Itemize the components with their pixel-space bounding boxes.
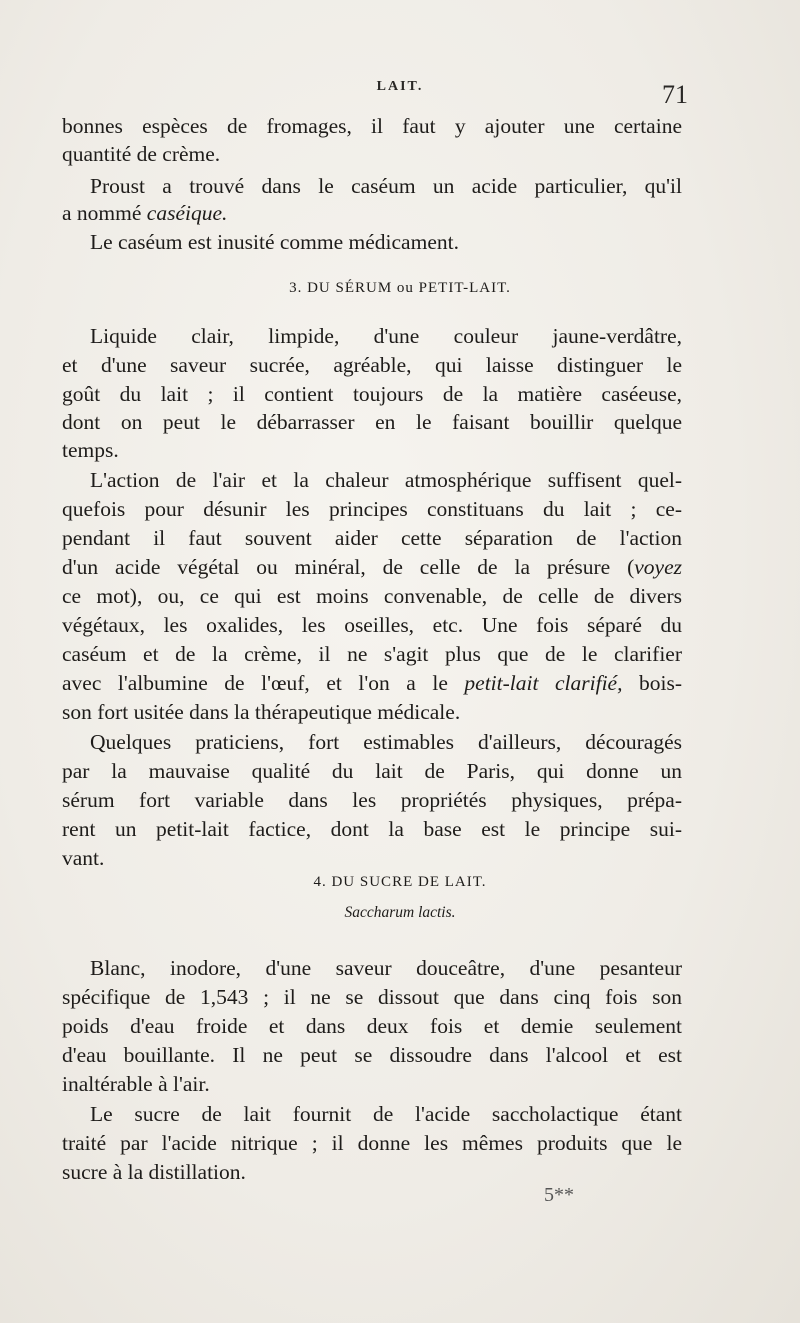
- text-line: vant.: [62, 846, 105, 870]
- italic-term: voyez: [634, 555, 682, 579]
- text-line: pendant il faut souvent aider cette séparation de l'action: [62, 526, 682, 550]
- italic-term: caséique.: [146, 201, 228, 225]
- text-line: son fort usitée dans la thérapeutique médicale.: [62, 700, 461, 724]
- text-line: spécifique de 1,543 ; il ne se dissout que dans cinq fois son: [62, 985, 682, 1009]
- text-line: végétaux, les oxalides, les oseilles, etc. Une fois séparé du: [62, 613, 682, 637]
- text-line: bonnes espèces de fromages, il faut y ajouter une certaine: [62, 114, 682, 138]
- text-line: Liquide clair, limpide, d'une couleur jaune-verdâtre,: [90, 324, 682, 348]
- text-line: poids d'eau froide et dans deux fois et demie seulement: [62, 1014, 682, 1038]
- text-line: quantité de crème.: [62, 142, 221, 166]
- signature-mark: 5**: [544, 1184, 574, 1206]
- page-number: 71: [662, 80, 688, 109]
- text-line: et d'une saveur sucrée, agréable, qui laisse distinguer le: [62, 353, 682, 377]
- text-line: goût du lait ; il contient toujours de la matière caséeuse,: [62, 382, 682, 406]
- text-line: L'action de l'air et la chaleur atmosphérique suffisent quel-: [90, 468, 682, 492]
- text-line: Le sucre de lait fournit de l'acide saccholactique étant: [90, 1102, 682, 1126]
- text-line: Proust a trouvé dans le caséum un acide particulier, qu'il: [90, 174, 682, 198]
- text-line: inaltérable à l'air.: [62, 1072, 210, 1096]
- italic-term: petit-lait clarifié,: [464, 671, 623, 695]
- text-span: bois-: [622, 671, 683, 695]
- text-line: caséum et de la crème, il ne s'agit plus que de le clarifier: [62, 642, 682, 666]
- section-heading: 4. DU SUCRE DE LAIT.: [313, 874, 487, 890]
- text-span: a nommé: [62, 201, 142, 225]
- text-line: sérum fort variable dans les propriétés physiques, prépa-: [62, 788, 682, 812]
- text-line: d'eau bouillante. Il ne peut se dissoudre dans l'alcool et est: [62, 1043, 682, 1067]
- text-line: temps.: [62, 438, 119, 462]
- section-heading: 3. DU SÉRUM ou PETIT-LAIT.: [289, 280, 511, 296]
- text-line: sucre à la distillation.: [62, 1160, 246, 1184]
- text-line: Blanc, inodore, d'une saveur douceâtre, d'une pesanteur: [90, 956, 682, 980]
- text-line: dont on peut le débarrasser en le faisant bouillir quelque: [62, 410, 682, 434]
- section-subheading: Saccharum lactis.: [344, 904, 456, 921]
- text-line: rent un petit-lait factice, dont la base est le principe sui-: [62, 817, 682, 841]
- text-line: [62, 669, 682, 697]
- text-line: traité par l'acide nitrique ; il donne les mêmes produits que le: [62, 1131, 682, 1155]
- running-head: LAIT.: [376, 79, 424, 94]
- text-span: avec l'albumine de l'œuf, et l'on a le: [62, 671, 465, 695]
- text-line: quefois pour désunir les principes constituans du lait ; ce-: [62, 497, 682, 521]
- text-line: Quelques praticiens, fort estimables d'ailleurs, découragés: [90, 730, 682, 754]
- text-line: [62, 199, 682, 227]
- text-line: [62, 553, 682, 581]
- text-line: Le caséum est inusité comme médicament.: [90, 230, 459, 254]
- text-line: ce mot), ou, ce qui est moins convenable, de celle de divers: [62, 584, 682, 608]
- text-span: d'un acide végétal ou minéral, de celle de la présure (: [62, 555, 635, 579]
- text-line: par la mauvaise qualité du lait de Paris, qui donne un: [62, 759, 682, 783]
